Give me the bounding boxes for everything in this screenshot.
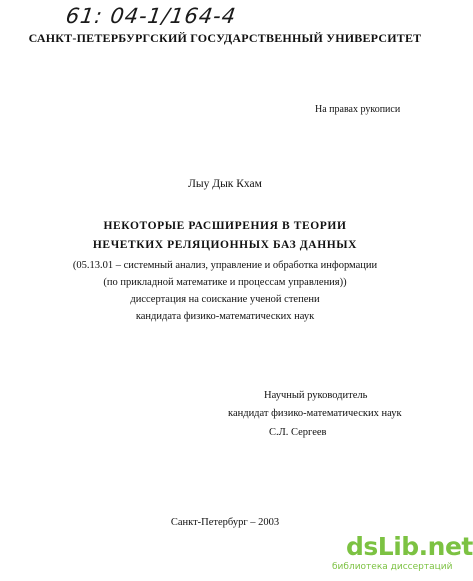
thesis-title-line-1: НЕКОТОРЫЕ РАСШИРЕНИЯ В ТЕОРИИ	[103, 220, 347, 232]
degree-name-line: кандидата физико-математических наук	[135, 311, 315, 322]
university-name: САНКТ-ПЕТЕРБУРГСКИЙ ГОСУДАРСТВЕННЫЙ УНИВЕРСИТЕТ	[28, 31, 422, 45]
specialty-area-line: (по прикладной математике и процессам управления))	[103, 277, 347, 288]
handwritten-archive-code: 61: 04-1/164-4	[64, 4, 238, 28]
supervisor-name: С.Л. Сергеев	[269, 427, 327, 438]
author-name: Лыу Дык Кхам	[188, 178, 262, 190]
rights-note: На правах рукописи	[315, 104, 401, 115]
specialty-code-line: (05.13.01 – системный анализ, управление и обработка информации	[72, 260, 378, 271]
city-year: Санкт-Петербург – 2003	[170, 517, 280, 528]
dslib-logo: dsLib.net	[346, 532, 473, 561]
supervisor-degree: кандидат физико-математических наук	[228, 408, 402, 419]
dslib-watermark	[332, 532, 473, 578]
degree-purpose-line: диссертация на соискание ученой степени	[130, 294, 320, 305]
supervisor-role: Научный руководитель	[264, 390, 368, 401]
thesis-title-line-2: НЕЧЕТКИХ РЕЛЯЦИОННЫХ БАЗ ДАННЫХ	[92, 239, 358, 251]
dslib-subtitle: библиотека диссертаций	[332, 562, 453, 572]
